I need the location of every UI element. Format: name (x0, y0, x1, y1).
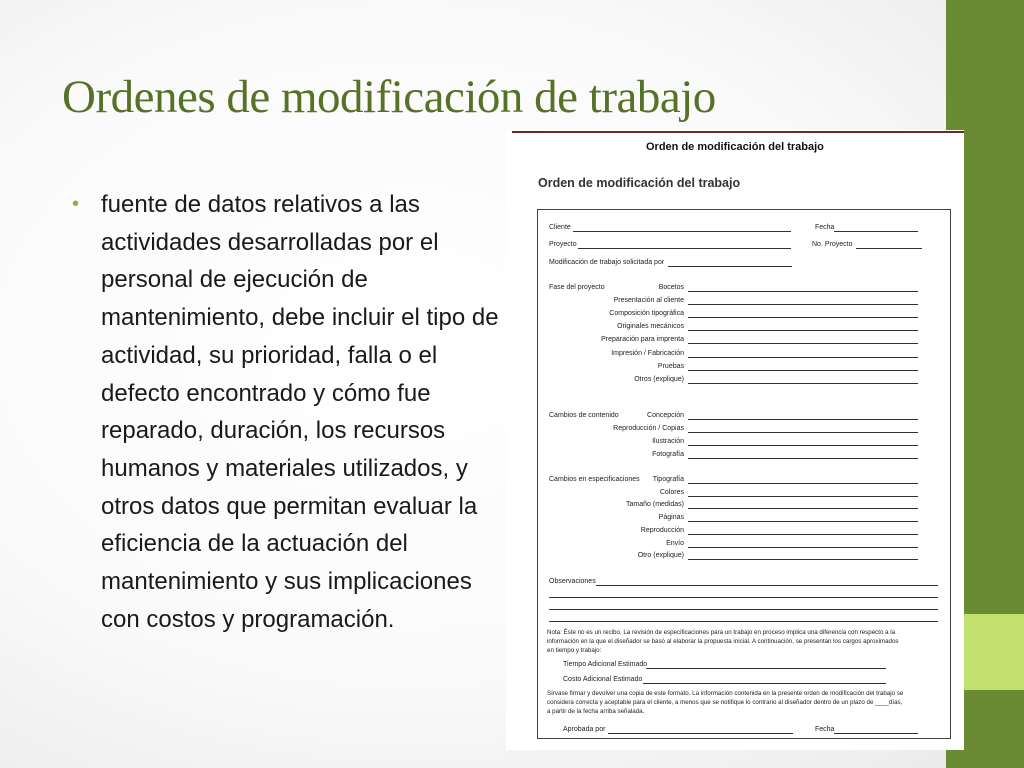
form-costo-label: Costo Adicional Estimado (563, 676, 643, 683)
form-contenido-row-line (688, 432, 918, 433)
form-contenido-row-line (688, 458, 918, 459)
bullet-text: fuente de datos relativos a las actividades desarrolladas por el personal de ejecución de mantenimiento, debe incluir el tipo de actividad, su prioridad, falla o el defecto encontrado y cómo fue reparado, duración, los recursos humanos y materiales utilizados, y otros datos que permitan evaluar la eficiencia de la actuación del mantenimiento y sus implicaciones con costos y programación. (101, 191, 499, 633)
form-especificaciones-row-label: Tipografía (652, 476, 684, 483)
form-fecha-final-label: Fecha (815, 726, 835, 733)
bullet-dot-icon: • (72, 193, 80, 215)
form-no-proyecto-label: No. Proyecto (812, 241, 853, 248)
form-proyecto-line (578, 248, 791, 249)
form-fase-row-label: Otros (explique) (634, 375, 684, 383)
form-aprobada-label: Aprobada por (563, 726, 606, 733)
form-fase-row-line (688, 291, 918, 292)
form-nota-line: en tiempo y trabajo: (547, 647, 602, 654)
bullet-list (72, 186, 502, 638)
form-tiempo-line (646, 668, 886, 669)
form-costo-line (643, 683, 886, 684)
form-fecha-final-line (834, 733, 918, 734)
form-fase-row-line (688, 383, 918, 384)
form-contenido-row-label: Ilustración (652, 438, 684, 445)
bullet-item (72, 186, 502, 638)
form-cliente-label: Cliente (549, 224, 571, 231)
form-contenido-row-label: Fotografía (652, 451, 684, 458)
form-sirvase-line: Sírvase firmar y devolver una copia de este formato. La información contenida en la presente orden de modificación del trabajo se (547, 690, 904, 697)
form-fase-row-line (688, 330, 918, 331)
form-observaciones-line (596, 585, 938, 586)
form-fecha-label: Fecha (815, 224, 835, 231)
form-nota-line: información en la que el diseñador se basó al elaborar la propuesta inicial. A continuación, se presentan los cargos aproximados (547, 638, 899, 645)
form-especificaciones-row-line (688, 483, 918, 484)
form-fase-row-line (688, 370, 918, 371)
form-especificaciones-row-label: Tamaño (medidas) (626, 501, 684, 509)
form-tiempo-label: Tiempo Adicional Estimado (563, 661, 648, 668)
form-especificaciones-row-label: Envío (666, 539, 684, 547)
form-especificaciones-row-line (688, 559, 918, 560)
form-solicitada-line (668, 266, 792, 267)
form-observaciones-line (549, 609, 938, 610)
form-aprobada-line (608, 733, 793, 734)
form-fase-row-label: Preparación para imprenta (601, 336, 684, 344)
form-especificaciones-row-label: Colores (659, 488, 684, 496)
slide-title: Ordenes de modificación de trabajo (62, 71, 716, 123)
form-fase-row-label: Pruebas (657, 362, 684, 370)
form-fase-row-label: Originales mecánicos (617, 323, 684, 331)
form-especificaciones-row-line (688, 547, 918, 548)
form-especificaciones-row-line (688, 496, 918, 497)
form-especificaciones-row-label: Reproducción (640, 526, 684, 534)
form-cliente-line (573, 231, 791, 232)
form-especificaciones-row-line (688, 534, 918, 535)
form-contenido-row-label: Reproducción / Copias (613, 425, 684, 432)
form-observaciones-line (549, 621, 938, 622)
form-observaciones-label: Observaciones (549, 578, 596, 585)
form-fecha-line (834, 231, 918, 232)
form-fase-label: Fase del proyecto (549, 284, 605, 291)
form-especificaciones-row-line (688, 508, 918, 509)
form-contenido-row-line (688, 445, 918, 446)
form-caption: Orden de modificación del trabajo (646, 141, 824, 153)
form-fase-row-label: Presentación al cliente (613, 297, 684, 305)
form-contenido-row-line (688, 419, 918, 420)
form-sirvase-line: considera correcta y aceptable para el cliente, a menos que se notifique lo contrario al diseñador dentro de un plazo de ____días, (547, 699, 903, 706)
form-especificaciones-row-label: Páginas (658, 514, 684, 522)
form-sirvase-line: a partir de la fecha arriba señalada. (547, 708, 645, 715)
form-contenido-row-label: Concepción (647, 412, 684, 419)
form-especificaciones-row-line (688, 521, 918, 522)
form-observaciones-line (549, 597, 938, 598)
form-fase-row-label: Bocetos (658, 284, 684, 291)
form-proyecto-label: Proyecto (549, 241, 577, 248)
form-top-rule (512, 131, 964, 133)
form-title: Orden de modificación del trabajo (538, 176, 741, 190)
form-especificaciones-label: Cambios en especificaciones (549, 476, 640, 483)
form-no-proyecto-line (856, 248, 922, 249)
form-solicitada-label: Modificación de trabajo solicitada por (549, 259, 665, 266)
form-especificaciones-row-label: Otro (explique) (637, 552, 684, 560)
form-nota-line: Nota: Éste no es un recibo. La revisión de especificaciones para un trabajo en proceso implica una diferencia con respecto a la (547, 629, 896, 636)
form-fase-row-line (688, 343, 918, 344)
form-fase-row-line (688, 357, 918, 358)
form-fase-row-line (688, 304, 918, 305)
form-fase-row-line (688, 317, 918, 318)
form-contenido-label: Cambios de contenido (549, 412, 619, 419)
form-fase-row-label: Composición tipográfica (609, 310, 684, 318)
form-fase-row-label: Impresión / Fabricación (611, 349, 684, 357)
